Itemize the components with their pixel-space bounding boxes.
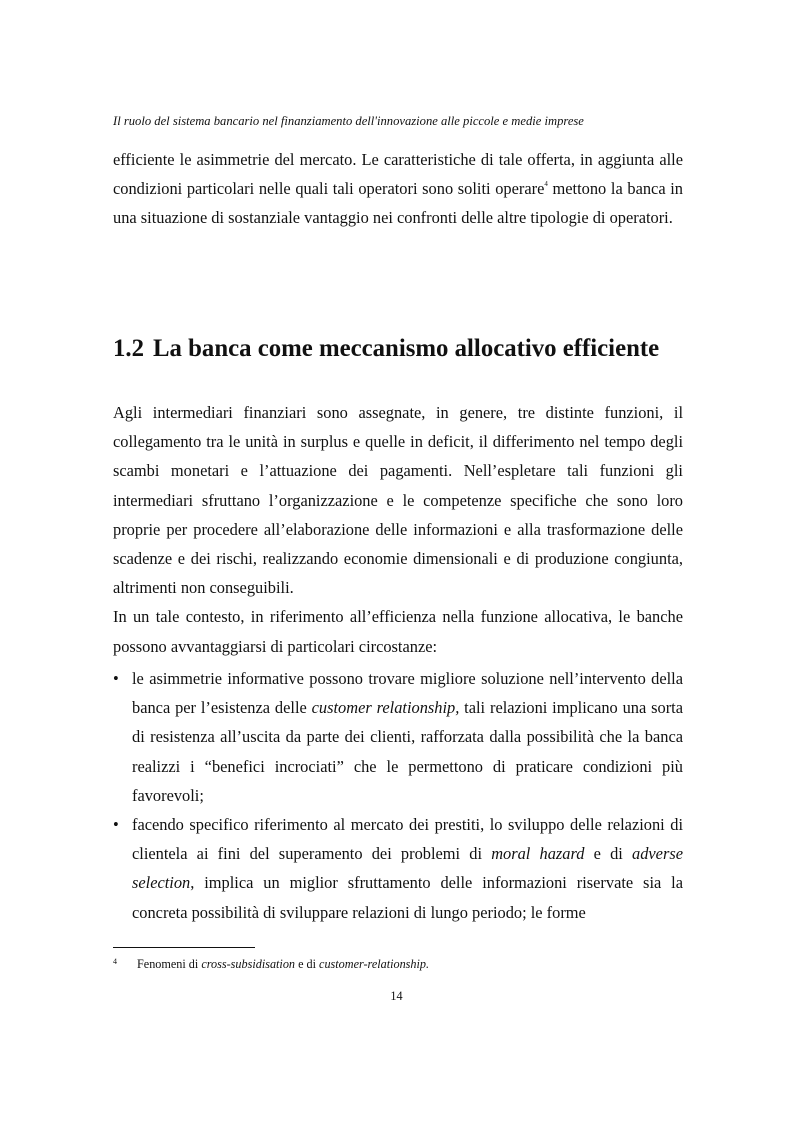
section-title: La banca come meccanismo allocativo efficiente xyxy=(153,335,660,362)
bullet-1-italic-term: customer relationship, xyxy=(311,698,460,718)
paragraph-main-part1: Agli intermediari finanziari sono assegnate, in genere, tre distinte funzioni, il collegamento tra le unità in surplus e quelle in deficit, il differimento nel tempo degli scambi monetari e l’attuazione dei pagamenti. Nell’espletare tali funzioni gli intermediari sfruttano l’organizzazione e le competenze specifiche che sono loro proprie per procedere all’elaborazione delle informazioni e alla trasformazione delle scadenze e dei rischi, realizzando economie dimensionali e di produzione congiunta, altrimenti non conseguibili. xyxy=(113,403,683,598)
bullet-item-1 xyxy=(113,664,683,810)
bullet-list xyxy=(113,664,683,1043)
running-header: Il ruolo del sistema bancario nel finanziamento dell'innovazione alle piccole e medie imprese xyxy=(113,114,584,128)
bullet-1-text-b: tali relazioni implicano una sorta di resistenza all’uscita da parte dei clienti, rafforzata dalla possibilità che la banca realizzi i “benefici incrociati” che le permettono di praticare condizioni più favorevoli; xyxy=(132,698,683,805)
paragraph-top-text-a: efficiente le asimmetrie del mercato. Le caratteristiche di tale offerta, in aggiunta alle condizioni particolari nelle quali tali operatori sono soliti operare xyxy=(113,150,683,199)
footnote-italic-1: cross-subsidisation xyxy=(201,957,296,971)
paragraph-main xyxy=(113,398,683,661)
bullet-symbol: • xyxy=(113,815,119,835)
paragraph-top xyxy=(113,145,683,233)
bullet-2-italic-term-2: adverse selection xyxy=(132,844,683,893)
footnote-number: 4 xyxy=(113,957,117,966)
page-number: 14 xyxy=(390,989,403,1003)
footnote-text-a: Fenomeni di xyxy=(137,957,202,971)
bullet-2-italic-term-1: moral hazard xyxy=(491,844,585,864)
bullet-2-text-a: facendo specifico riferimento al mercato dei prestiti, lo sviluppo delle relazioni di clientela ai fini del superamento dei problemi di xyxy=(132,815,683,864)
footnote-reference[interactable]: 4 xyxy=(544,180,548,189)
footnote xyxy=(113,954,683,972)
bullet-1-text-a: le asimmetrie informative possono trovare migliore soluzione nell’intervento della banca per l’esistenza delle xyxy=(132,669,683,718)
section-heading xyxy=(113,332,683,366)
bullet-symbol: • xyxy=(113,669,119,688)
bullet-2-text-c: , implica un miglior sfruttamento delle informazioni riservate sia la concreta possibilità di sviluppare relazioni di lungo periodo; le forme xyxy=(132,873,683,922)
bullet-item-2 xyxy=(113,810,683,1043)
footnote-text-b: e di xyxy=(295,957,320,971)
paragraph-top-text-b: mettono la banca in una situazione di sostanziale vantaggio nei confronti delle altre tipologie di operatori. xyxy=(113,179,683,228)
footnote-separator xyxy=(113,947,255,948)
bullet-2-body xyxy=(132,810,683,1043)
footnote-italic-2: customer-relationship. xyxy=(319,957,430,971)
bullet-2-text-b: e di xyxy=(584,844,633,864)
paragraph-main-part2: In un tale contesto, in riferimento all’efficienza nella funzione allocativa, le banche possono avvantaggiarsi di particolari circostanze: xyxy=(113,607,683,656)
section-number: 1.2 xyxy=(113,335,144,362)
